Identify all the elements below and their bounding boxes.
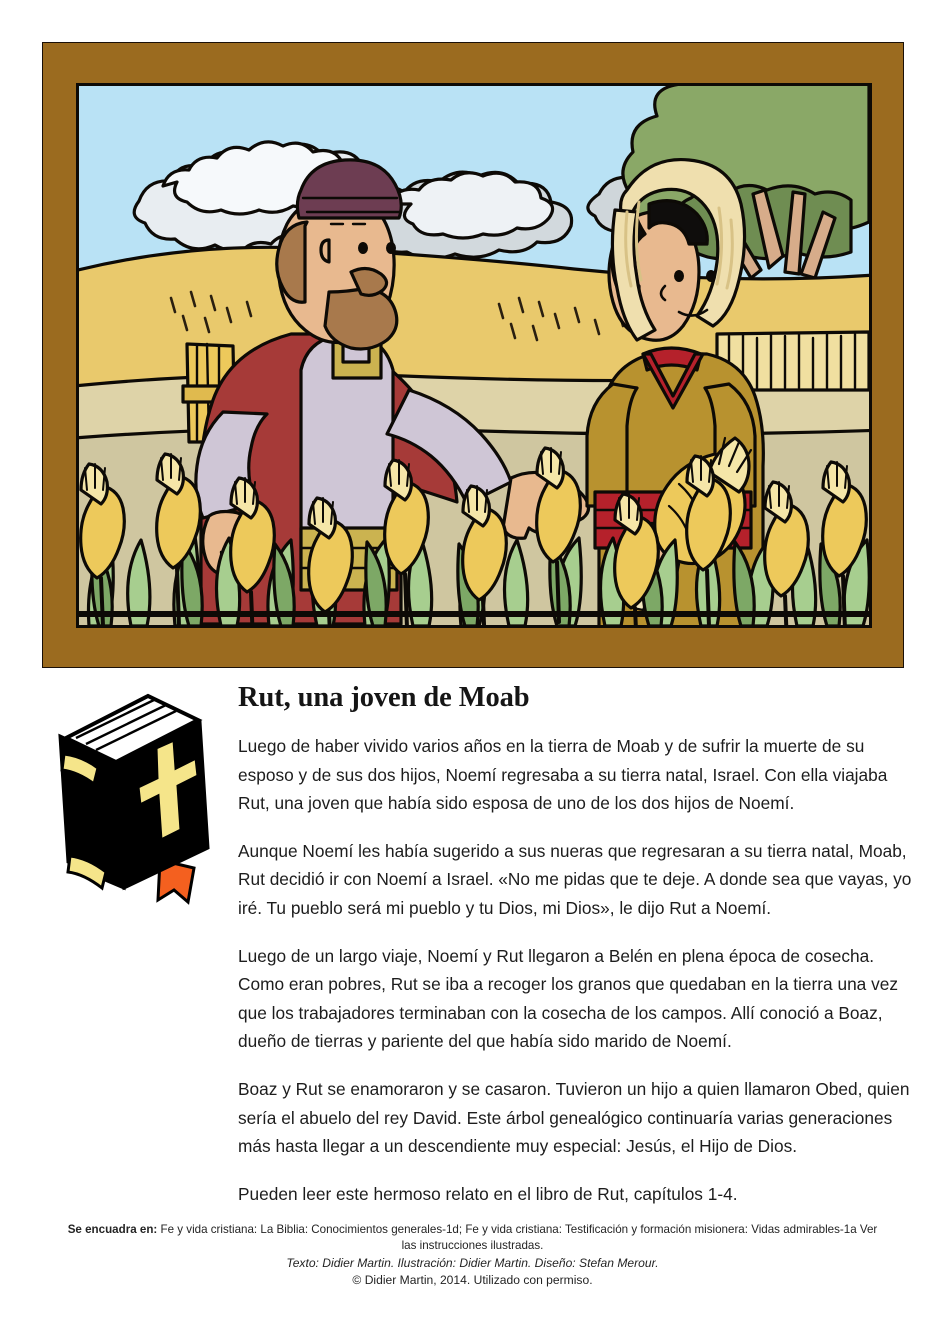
illustration-frame <box>42 42 904 668</box>
article-paragraph-2: Aunque Noemí les había sugerido a sus nueras que regresaran a su tierra natal, Moab, Rut decidió ir con Noemí a Israel. «No me pidas que te deje. A donde sea que vayas, yo iré. Tu pueblo será mi pueblo y tu Dios, mi Dios», le dijo Rut a Noemí. <box>238 840 912 918</box>
footer-copyright: © Didier Martin, 2014. Utilizado con permiso. <box>352 1272 593 1287</box>
article-paragraph-5: Pueden leer este hermoso relato en el libro de Rut, capítulos 1-4. <box>238 1183 738 1204</box>
footer-category-label: Se encuadra en: <box>67 1223 158 1236</box>
page-title: Rut, una joven de Moab <box>238 682 530 713</box>
article-text-column <box>238 682 916 1208</box>
footer-category-text: Fe y vida cristiana: La Biblia: Conocimientos generales-1d; Fe y vida cristiana: Testificación y formación misionera: Vidas admirables-1a Ver las instrucciones ilustradas. <box>157 1223 878 1252</box>
footer <box>0 1222 945 1288</box>
article-paragraph-1: Luego de haber vivido varios años en la tierra de Moab y de sufrir la muerte de su esposo y de sus dos hijos, Noemí regresaba a su tierra natal, Israel. Con ella viajaba Rut, una joven que había sido esposa de uno de los dos hijos de Noemí. <box>238 736 888 814</box>
illustration-image <box>76 83 872 628</box>
footer-category <box>0 1222 945 1253</box>
article-paragraph-3: Luego de un largo viaje, Noemí y Rut llegaron a Belén en plena época de cosecha. Como eran pobres, Rut se iba a recoger los granos que quedaban en la tierra una vez que los trabajadores terminaban con la cosecha de los campos. Allí conoció a Boaz, dueño de tierras y pariente del que había sido marido de Noemí. <box>238 945 898 1052</box>
bible-book-icon <box>52 690 222 905</box>
ruth-and-boaz-scene <box>79 86 869 625</box>
footer-credits: Texto: Didier Martin. Ilustración: Didier Martin. Diseño: Stefan Merour. <box>286 1256 659 1270</box>
article-paragraph-4: Boaz y Rut se enamoraron y se casaron. Tuvieron un hijo a quien llamaron Obed, quien sería el abuelo del rey David. Este árbol genealógico continuaría varias generaciones más hasta llegar a un descendiente muy especial: Jesús, el Hijo de Dios. <box>238 1078 910 1157</box>
bible-icon <box>52 690 222 905</box>
